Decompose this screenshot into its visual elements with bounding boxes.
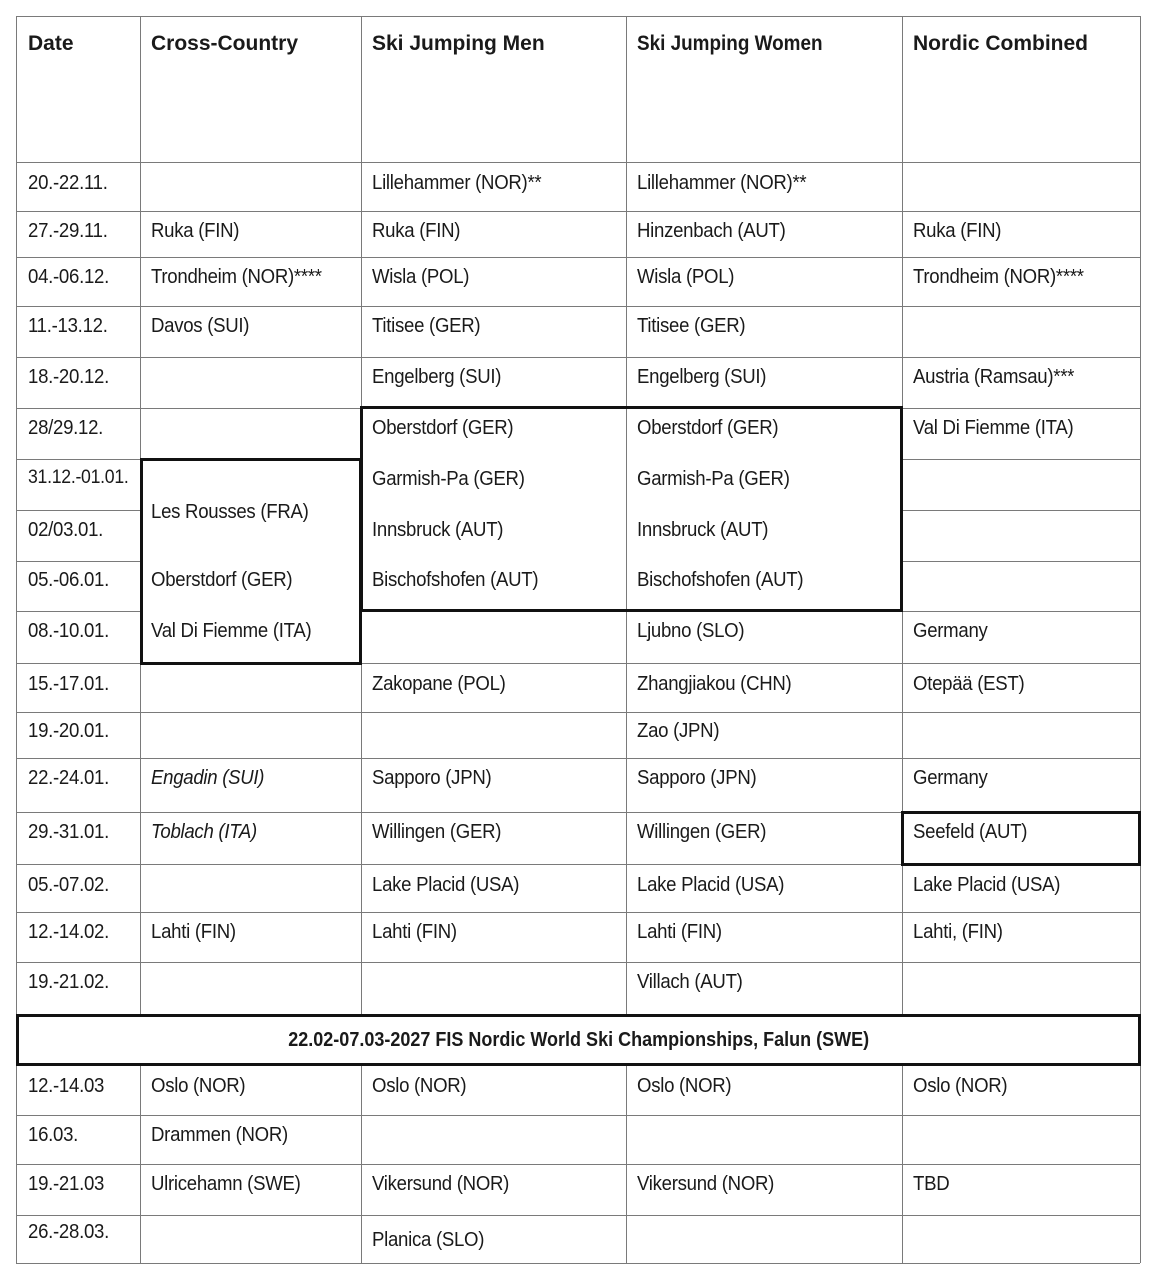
nc-cell: Seefeld (AUT) bbox=[913, 821, 1028, 843]
sjm-cell: Planica (SLO) bbox=[372, 1229, 485, 1251]
date-cell: 02/03.01. bbox=[28, 519, 104, 541]
date-cell: 26.-28.03. bbox=[28, 1221, 109, 1243]
sjm-cell: Engelberg (SUI) bbox=[372, 366, 502, 388]
header-date: Date bbox=[28, 32, 74, 55]
cc-cell: Oslo (NOR) bbox=[151, 1075, 246, 1097]
sjw-cell: Lillehammer (NOR)** bbox=[637, 172, 807, 194]
nc-cell: Lake Placid (USA) bbox=[913, 874, 1061, 896]
row-divider bbox=[16, 162, 1140, 163]
nc-cell: Germany bbox=[913, 767, 988, 789]
date-cell: 11.-13.12. bbox=[28, 315, 108, 337]
row-divider bbox=[16, 211, 1140, 212]
row-divider bbox=[902, 459, 1140, 460]
sjm-cell: Ruka (FIN) bbox=[372, 220, 461, 242]
sjw-cell: Oslo (NOR) bbox=[637, 1075, 732, 1097]
date-cell: 28/29.12. bbox=[28, 417, 104, 439]
sjm-cell: Innsbruck (AUT) bbox=[372, 519, 504, 541]
sjm-cell: Lake Placid (USA) bbox=[372, 874, 520, 896]
date-cell: 22.-24.01. bbox=[28, 767, 109, 789]
date-cell: 18.-20.12. bbox=[28, 366, 109, 388]
cc-cell: Engadin (SUI) bbox=[151, 767, 265, 789]
sjw-cell: Ljubno (SLO) bbox=[637, 620, 745, 642]
date-cell: 31.12.-01.01. bbox=[28, 467, 129, 488]
sjm-cell: Bischofshofen (AUT) bbox=[372, 569, 539, 591]
date-cell: 27.-29.11. bbox=[28, 220, 108, 242]
nc-cell: Ruka (FIN) bbox=[913, 220, 1002, 242]
table-border-right bbox=[1140, 16, 1141, 1263]
nc-cell: TBD bbox=[913, 1173, 950, 1195]
sjw-cell: Sapporo (JPN) bbox=[637, 767, 757, 789]
sjw-cell: Garmish-Pa (GER) bbox=[637, 468, 790, 490]
nc-cell: Oslo (NOR) bbox=[913, 1075, 1008, 1097]
sjm-cell: Lahti (FIN) bbox=[372, 921, 457, 943]
sjw-cell: Hinzenbach (AUT) bbox=[637, 220, 786, 242]
date-cell: 29.-31.01. bbox=[28, 821, 109, 843]
sjm-cell: Willingen (GER) bbox=[372, 821, 502, 843]
sjm-cell: Oberstdorf (GER) bbox=[372, 417, 514, 439]
row-divider bbox=[16, 459, 140, 460]
world-championships-banner bbox=[16, 1014, 1141, 1066]
date-cell: 16.03. bbox=[28, 1124, 79, 1146]
sjm-cell: Oslo (NOR) bbox=[372, 1075, 467, 1097]
date-cell: 19.-21.02. bbox=[28, 971, 109, 993]
date-cell: 15.-17.01. bbox=[28, 673, 109, 695]
row-divider bbox=[902, 510, 1140, 511]
sjw-cell: Lake Placid (USA) bbox=[637, 874, 785, 896]
sjw-cell: Oberstdorf (GER) bbox=[637, 417, 779, 439]
cc-cell: Ulricehamn (SWE) bbox=[151, 1173, 301, 1195]
sjw-cell: Lahti (FIN) bbox=[637, 921, 722, 943]
cc-cell: Oberstdorf (GER) bbox=[151, 569, 293, 591]
row-divider bbox=[16, 510, 140, 511]
table-border-top bbox=[16, 16, 1140, 17]
nc-cell: Germany bbox=[913, 620, 988, 642]
row-divider bbox=[902, 561, 1140, 562]
row-divider bbox=[16, 758, 1140, 759]
header-nordic-combined: Nordic Combined bbox=[913, 32, 1089, 55]
date-cell: 19.-21.03 bbox=[28, 1173, 105, 1195]
sjw-cell: Bischofshofen (AUT) bbox=[637, 569, 804, 591]
sjw-cell: Titisee (GER) bbox=[637, 315, 746, 337]
cc-cell: Drammen (NOR) bbox=[151, 1124, 288, 1146]
date-cell: 05.-07.02. bbox=[28, 874, 109, 896]
cc-cell: Val Di Fiemme (ITA) bbox=[151, 620, 312, 642]
header-ski-jumping-women: Ski Jumping Women bbox=[637, 32, 823, 55]
cc-cell: Les Rousses (FRA) bbox=[151, 501, 309, 523]
cc-cell: Toblach (ITA) bbox=[151, 821, 257, 843]
date-cell: 05.-06.01. bbox=[28, 569, 109, 591]
sjw-cell: Vikersund (NOR) bbox=[637, 1173, 775, 1195]
date-cell: 20.-22.11. bbox=[28, 172, 108, 194]
row-divider bbox=[16, 257, 1140, 258]
sjw-cell: Zhangjiakou (CHN) bbox=[637, 673, 792, 695]
sjm-cell: Zakopane (POL) bbox=[372, 673, 506, 695]
sjw-cell: Wisla (POL) bbox=[637, 266, 735, 288]
row-divider bbox=[16, 1215, 1140, 1216]
row-divider bbox=[16, 912, 1140, 913]
sjw-cell: Engelberg (SUI) bbox=[637, 366, 767, 388]
sjm-cell: Titisee (GER) bbox=[372, 315, 481, 337]
sjw-cell: Villach (AUT) bbox=[637, 971, 743, 993]
sjw-cell: Zao (JPN) bbox=[637, 720, 720, 742]
table-border-bottom bbox=[16, 1263, 1140, 1264]
cc-cell: Trondheim (NOR)**** bbox=[151, 266, 322, 288]
row-divider bbox=[16, 561, 140, 562]
date-cell: 12.-14.02. bbox=[28, 921, 109, 943]
sjm-cell: Vikersund (NOR) bbox=[372, 1173, 510, 1195]
table-border-left bbox=[16, 16, 17, 1263]
row-divider bbox=[16, 1115, 1140, 1116]
cc-cell: Ruka (FIN) bbox=[151, 220, 240, 242]
row-divider bbox=[16, 712, 1140, 713]
header-ski-jumping-men: Ski Jumping Men bbox=[372, 32, 545, 55]
sjw-cell: Innsbruck (AUT) bbox=[637, 519, 769, 541]
sjm-cell: Wisla (POL) bbox=[372, 266, 470, 288]
sjw-cell: Willingen (GER) bbox=[637, 821, 767, 843]
nc-cell: Austria (Ramsau)*** bbox=[913, 366, 1075, 388]
sjm-cell: Lillehammer (NOR)** bbox=[372, 172, 542, 194]
date-cell: 19.-20.01. bbox=[28, 720, 109, 742]
row-divider bbox=[16, 962, 1140, 963]
nc-cell: Lahti, (FIN) bbox=[913, 921, 1003, 943]
sjm-cell: Garmish-Pa (GER) bbox=[372, 468, 525, 490]
date-cell: 08.-10.01. bbox=[28, 620, 109, 642]
banner-text: 22.02-07.03-2027 FIS Nordic World Ski Championships, Falun (SWE) bbox=[288, 1028, 869, 1051]
row-divider bbox=[16, 306, 1140, 307]
cc-cell: Davos (SUI) bbox=[151, 315, 250, 337]
nc-cell: Trondheim (NOR)**** bbox=[913, 266, 1084, 288]
nc-cell: Otepää (EST) bbox=[913, 673, 1025, 695]
row-divider bbox=[16, 1164, 1140, 1165]
nc-cell: Val Di Fiemme (ITA) bbox=[913, 417, 1074, 439]
row-divider bbox=[16, 357, 1140, 358]
date-cell: 12.-14.03 bbox=[28, 1075, 105, 1097]
sjm-cell: Sapporo (JPN) bbox=[372, 767, 492, 789]
cc-cell: Lahti (FIN) bbox=[151, 921, 236, 943]
header-cross-country: Cross-Country bbox=[151, 32, 299, 55]
date-cell: 04.-06.12. bbox=[28, 266, 109, 288]
row-divider bbox=[16, 611, 140, 612]
